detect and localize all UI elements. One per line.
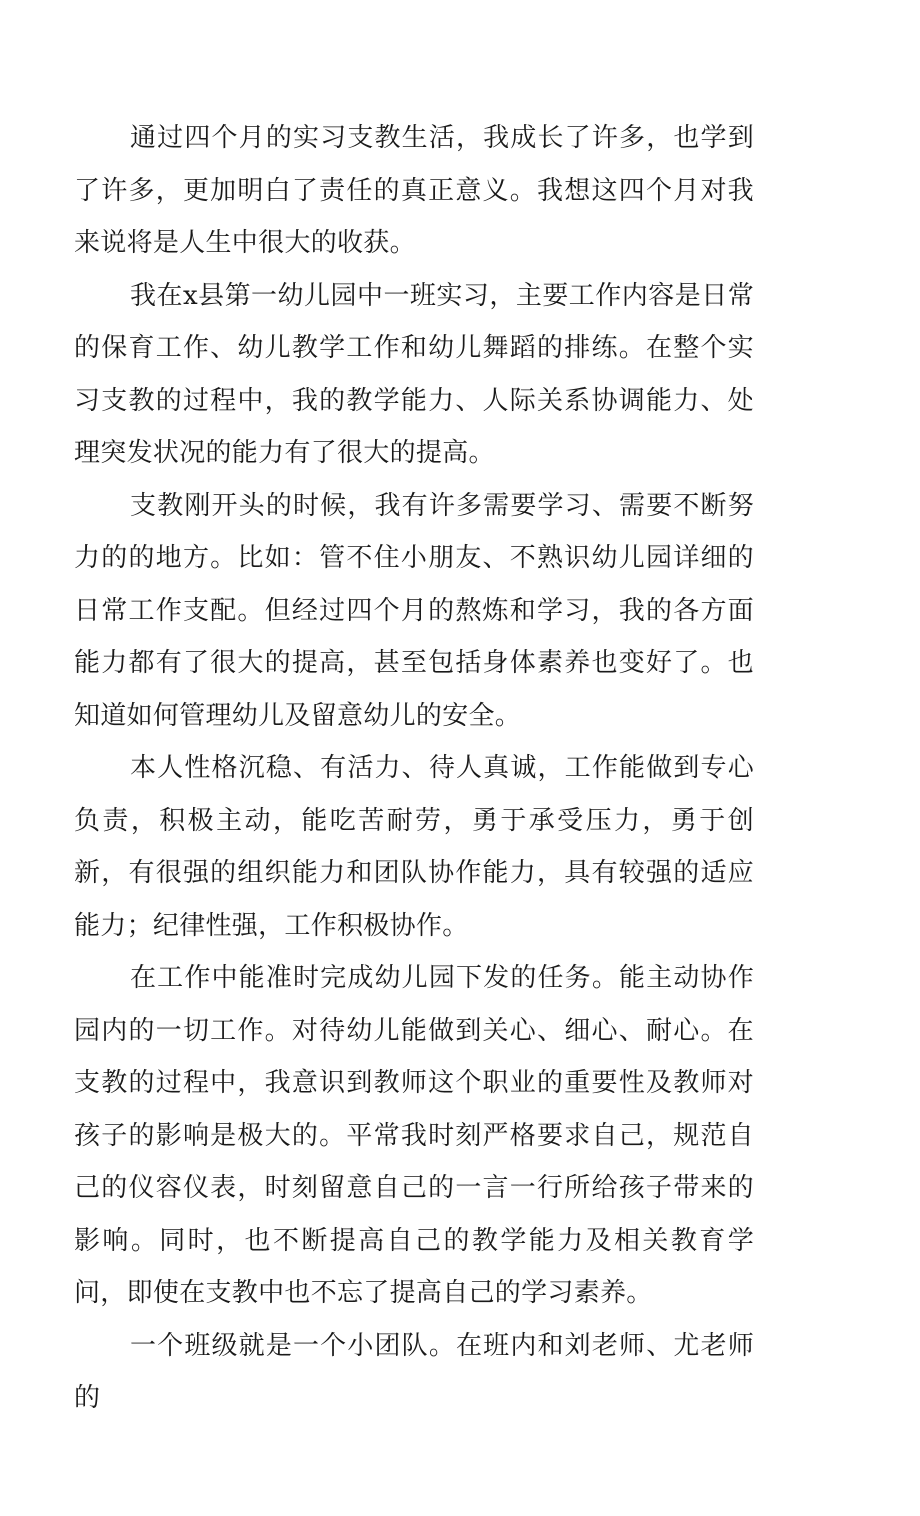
paragraph-4: 本人性格沉稳、有活力、待人真诚，工作能做到专心负责，积极主动，能吃苦耐劳，勇于承受压力，勇于创新，有很强的组织能力和团队协作能力，具有较强的适应能力；纪律性强，工作积极协作。 (74, 753, 754, 941)
paragraph-2: 我在x县第一幼儿园中一班实习，主要工作内容是日常的保育工作、幼儿教学工作和幼儿舞蹈的排练。在整个实习支教的过程中，我的教学能力、人际关系协调能力、处理突发状况的能力有了很大的提高。 (74, 280, 754, 468)
document-body (74, 112, 754, 1425)
paragraph-6: 一个班级就是一个小团队。在班内和刘老师、尤老师的 (74, 1330, 754, 1413)
paragraph-3: 支教刚开头的时候，我有许多需要学习、需要不断努力的的地方。比如：管不住小朋友、不熟识幼儿园详细的日常工作支配。但经过四个月的熬炼和学习，我的各方面能力都有了很大的提高，甚至包括身体素养也变好了。也知道如何管理幼儿及留意幼儿的安全。 (74, 490, 754, 731)
paragraph-1: 通过四个月的实习支教生活，我成长了许多，也学到了许多，更加明白了责任的真正意义。我想这四个月对我来说将是人生中很大的收获。 (74, 123, 754, 258)
paragraph-5: 在工作中能准时完成幼儿园下发的任务。能主动协作园内的一切工作。对待幼儿能做到关心、细心、耐心。在支教的过程中，我意识到教师这个职业的重要性及教师对孩子的影响是极大的。平常我时刻严格要求自己，规范自己的仪容仪表，时刻留意自己的一言一行所给孩子带来的影响。同时，也不断提高自己的教学能力及相关教育学问，即使在支教中也不忘了提高自己的学习素养。 (74, 963, 754, 1308)
